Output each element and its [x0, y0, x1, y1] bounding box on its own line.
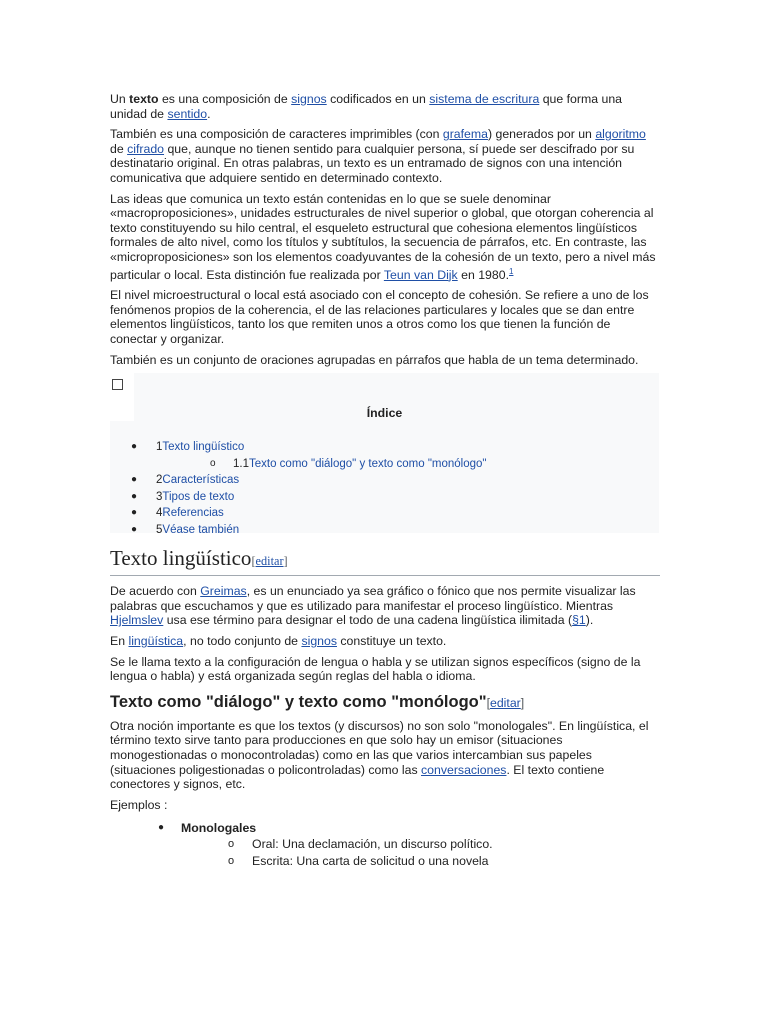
table-of-contents — [110, 373, 659, 536]
link-conversaciones[interactable]: conversaciones — [421, 762, 507, 777]
text: En — [110, 633, 129, 648]
link-sentido[interactable]: sentido — [167, 106, 208, 121]
circle-bullet-icon: o — [228, 838, 235, 851]
toc-toggle-checkbox[interactable] — [112, 379, 123, 390]
text: en 1980. — [457, 267, 509, 282]
link-linguistica[interactable]: lingüística — [128, 633, 184, 648]
toc-item[interactable] — [110, 456, 487, 473]
intro-paragraph-4: El nivel microestructural o local está asociado con el concepto de cohesión. Se refiere a uno de los fenómenos propios de la coherencia, el de las relaciones particulares y locales que se dan entre elementos lingüísticos, tanto los que remiten unos a otros como los que tienen la función de conectar y organizar. — [110, 288, 649, 346]
article-body — [110, 92, 660, 869]
toc-item[interactable] — [110, 439, 487, 456]
toc-number: 1.1 — [233, 457, 249, 470]
edit-link[interactable]: editar — [255, 554, 284, 569]
toc-link[interactable]: Referencias — [162, 507, 224, 520]
section2-paragraph-2: Ejemplos : — [110, 797, 168, 812]
bold-term: texto — [129, 92, 159, 106]
text: Las ideas que comunica un texto están contenidas en lo que se suele denominar «macroproposiciones», unidades estructurales de nivel superior o global, que otorgan coherencia al texto constituyendo su hilo central, el esqueleto estructural que cohesiona elementos lingüísticos formales de alto nivel, como los títulos y subtítulos, la secuencia de párrafos, etc. En contraste, las «microproposiciones» son los elementos coadyuvantes de la cohesión de un texto, pero a nivel más particular o local. Esta distinción fue realizada por — [110, 191, 656, 282]
list-item — [110, 836, 660, 853]
bullet-icon: ● — [131, 490, 138, 502]
text: ) generados por un — [487, 127, 596, 142]
section1-paragraph-3: Se le llama texto a la configuración de lengua o habla y se utilizan signos específicos (signo de la lengua o habla) y está organizada según reglas del habla o idioma. — [110, 654, 641, 684]
toc-link[interactable]: Véase también — [162, 523, 240, 536]
text: de — [110, 141, 128, 156]
toc-item[interactable] — [110, 505, 487, 522]
toc-number: 4 — [156, 507, 163, 520]
bracket: ] — [520, 695, 525, 710]
toc-link[interactable]: Texto lingüístico — [162, 441, 245, 454]
text: Un — [110, 92, 130, 106]
intro-paragraph-5: También es un conjunto de oraciones agrupadas en párrafos que habla de un tema determinado. — [110, 352, 639, 367]
toc-link[interactable]: Texto como "diálogo" y texto como "monólogo" — [249, 457, 487, 470]
toc-item[interactable] — [110, 489, 487, 506]
heading-text: Texto como "diálogo" y texto como "monólogo" — [110, 692, 487, 711]
examples-list — [110, 820, 660, 869]
link-signos[interactable]: signos — [301, 633, 337, 648]
link-teun-van-dijk[interactable]: Teun van Dijk — [383, 267, 458, 282]
heading-text: Texto lingüístico — [110, 546, 252, 571]
edit-section — [251, 554, 287, 568]
link-signos[interactable]: signos — [291, 92, 327, 106]
text: usa ese término para designar el todo de una cadena lingüística ilimitada ( — [163, 613, 573, 628]
bracket: ] — [283, 554, 288, 569]
intro-paragraph-3 — [110, 192, 660, 283]
list-item — [110, 820, 660, 836]
text: . El texto contiene conectores y signos, etc. — [110, 762, 605, 792]
toc-item[interactable] — [110, 522, 487, 539]
list-item-label: Escrita: Una carta de solicitud o una novela — [252, 853, 489, 868]
section1-paragraph-2 — [110, 634, 660, 649]
toc-list — [110, 439, 487, 538]
toc-item[interactable] — [110, 472, 487, 489]
text: Otra noción importante es que los textos (y discursos) no son solo "monologales". En lingüística, el término texto sirve tanto para producciones en que solo hay un emisor (situaciones monogestionadas o monocontroladas) como en las que varios intercambian sus papeles (situaciones poligestionadas o policontroladas) como las — [110, 718, 649, 777]
bullet-icon: ● — [131, 441, 138, 453]
toc-link[interactable]: Características — [162, 474, 240, 487]
link-sistema-de-escritura[interactable]: sistema de escritura — [429, 92, 540, 106]
list-item-label: Oral: Una declamación, un discurso político. — [252, 837, 493, 852]
toc-number: 5 — [156, 523, 163, 536]
link-section-1[interactable]: §1 — [572, 613, 586, 628]
section-heading-dialogo-monologo — [110, 692, 660, 713]
toc-number: 2 — [156, 474, 163, 487]
link-cifrado[interactable]: cifrado — [127, 141, 165, 156]
bracket: [ — [251, 554, 256, 569]
text: , es un enunciado ya sea gráfico o fónico que nos permite visualizar las palabras que escuchamos y que es utilizado para manifestar el proceso lingüístico. Mientras — [110, 584, 636, 613]
text: . — [207, 106, 211, 121]
circle-bullet-icon: o — [210, 457, 216, 469]
edit-section — [487, 696, 525, 710]
bullet-icon: ● — [131, 507, 138, 519]
text: es una composición de — [158, 92, 292, 106]
toc-title: Índice — [366, 406, 403, 421]
text: que, aunque no tienen sentido para cualquier persona, sí puede ser descifrado por su destinatario original. En otras palabras, un texto es un entramado de signos con una intención comunicativa que adquiere sentido en determinado contexto. — [110, 141, 635, 185]
link-hjelmslev[interactable]: Hjelmslev — [110, 613, 164, 628]
text: que forma una unidad de — [110, 92, 622, 121]
link-grafema[interactable]: grafema — [442, 127, 488, 142]
intro-paragraph-1 — [110, 92, 660, 121]
text: , no todo conjunto de — [183, 633, 302, 648]
edit-link[interactable]: editar — [490, 695, 521, 710]
toc-number: 3 — [156, 490, 163, 503]
intro-paragraph-2 — [110, 127, 660, 185]
list-item — [110, 853, 660, 870]
section2-paragraph-1 — [110, 719, 660, 792]
section1-paragraph-1 — [110, 584, 660, 628]
link-algoritmo[interactable]: algoritmo — [595, 127, 646, 142]
link-greimas[interactable]: Greimas — [200, 584, 247, 599]
text: constituye un texto. — [336, 633, 447, 648]
section-heading-texto-linguistico — [110, 545, 660, 576]
circle-bullet-icon: o — [228, 854, 235, 867]
toc-number: 1 — [156, 441, 163, 454]
list-item-label: Monologales — [181, 821, 257, 836]
text: ). — [585, 613, 594, 628]
text: De acuerdo con — [110, 584, 201, 599]
bullet-icon: ● — [158, 822, 165, 834]
reference-link[interactable]: 1 — [509, 266, 514, 276]
text: También es una composición de caracteres imprimibles (con — [110, 127, 443, 142]
toc-link[interactable]: Tipos de texto — [162, 490, 235, 503]
bullet-icon: ● — [131, 474, 138, 486]
text: codificados en un — [326, 92, 430, 106]
bullet-icon: ● — [131, 523, 138, 535]
bracket: [ — [486, 695, 490, 710]
